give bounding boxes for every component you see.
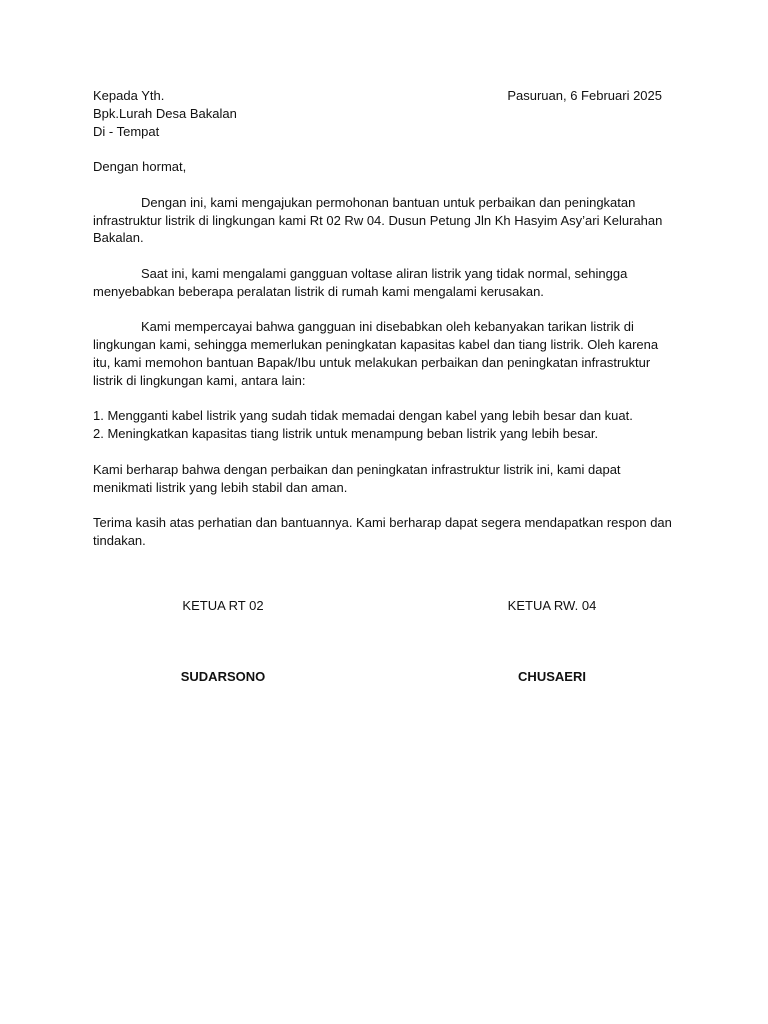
signature-title-left: KETUA RT 02: [182, 598, 264, 613]
paragraph-5: Terima kasih atas perhatian dan bantuannya. Kami berharap dapat segera mendapatkan respon dan tindakan.: [93, 515, 672, 548]
signature-name-right: CHUSAERI: [518, 669, 586, 684]
paragraph-1: Dengan ini, kami mengajukan permohonan bantuan untuk perbaikan dan peningkatan infrastruktur listrik di lingkungan kami Rt 02 Rw 04. Dusun Petung Jln Kh Hasyim Asy’ari Kelurahan Bakalan.: [93, 194, 663, 246]
paragraph-2: Saat ini, kami mengalami gangguan voltase aliran listrik yang tidak normal, sehingga menyebabkan beberapa peralatan listrik di rumah kami mengalami kerusakan.: [93, 265, 628, 299]
paragraph-4: Kami berharap bahwa dengan perbaikan dan peningkatan infrastruktur listrik ini, kami dapat menikmati listrik yang lebih stabil dan aman.: [93, 461, 621, 495]
paragraph-3: Kami mempercayai bahwa gangguan ini disebabkan oleh kebanyakan tarikan listrik di lingkungan kami, sehingga memerlukan peningkatan kapasitas kabel dan tiang listrik. Oleh karena itu, kami memohon bantuan Bapak/Ibu untuk melakukan perbaikan dan peningkatan infrastruktur listrik di lingkungan kami, antara lain:: [93, 319, 659, 388]
place-date: Pasuruan, 6 Februari 2025: [507, 88, 662, 103]
salutation: Dengan hormat,: [93, 159, 187, 175]
signature-title-right: KETUA RW. 04: [507, 598, 597, 613]
recipient-line-1: Kepada Yth.: [93, 88, 165, 103]
signature-name-left: SUDARSONO: [180, 669, 266, 684]
list-item: 2. Meningkatkan kapasitas tiang listrik untuk menampung beban listrik yang lebih besar.: [93, 426, 599, 442]
letter-body: [93, 87, 673, 550]
recipient-line-2: Bpk.Lurah Desa Bakalan: [93, 105, 237, 121]
list-item: 1. Mengganti kabel listrik yang sudah tidak memadai dengan kabel yang lebih besar dan kuat.: [93, 408, 633, 424]
header-row: [93, 87, 673, 105]
recipient-line-3: Di - Tempat: [93, 123, 160, 139]
